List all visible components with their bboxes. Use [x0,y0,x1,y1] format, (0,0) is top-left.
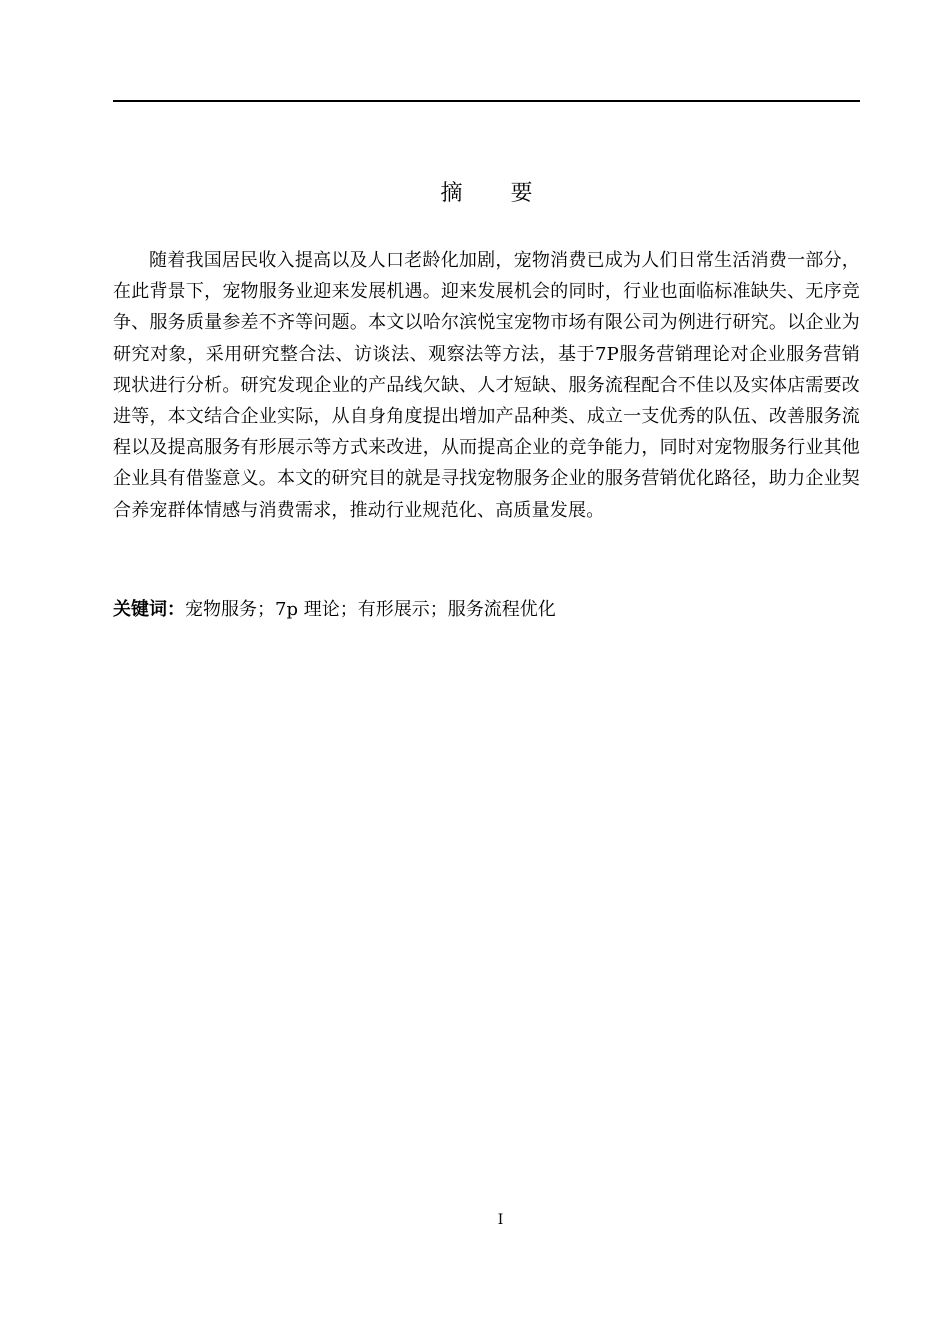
header-rule [113,100,860,102]
keywords-text: 宠物服务；7p 理论；有形展示；服务流程优化 [185,599,556,620]
abstract-title-char-2: 要 [510,181,533,206]
abstract-title-char-1: 摘 [440,181,463,206]
keywords-line [113,596,860,624]
keywords-label: 关键词： [113,599,185,620]
page-number: I [497,1212,504,1228]
abstract-title [113,178,860,210]
abstract-body: 随着我国居民收入提高以及人口老龄化加剧，宠物消费已成为人们日常生活消费一部分，在此背景下，宠物服务业迎来发展机遇。迎来发展机会的同时，行业也面临标准缺失、无序竞争、服务质量参差不齐等问题。本文以哈尔滨悦宝宠物市场有限公司为例进行研究。以企业为研究对象，采用研究整合法、访谈法、观察法等方法，基于7P服务营销理论对企业服务营销现状进行分析。研究发现企业的产品线欠缺、人才短缺、服务流程配合不佳以及实体店需要改进等，本文结合企业实际，从自身角度提出增加产品种类、成立一支优秀的队伍、改善服务流程以及提高服务有形展示等方式来改进，从而提高企业的竞争能力，同时对宠物服务行业其他企业具有借鉴意义。本文的研究目的就是寻找宠物服务企业的服务营销优化路径，助力企业契合养宠群体情感与消费需求，推动行业规范化、高质量发展。 [113,250,860,521]
